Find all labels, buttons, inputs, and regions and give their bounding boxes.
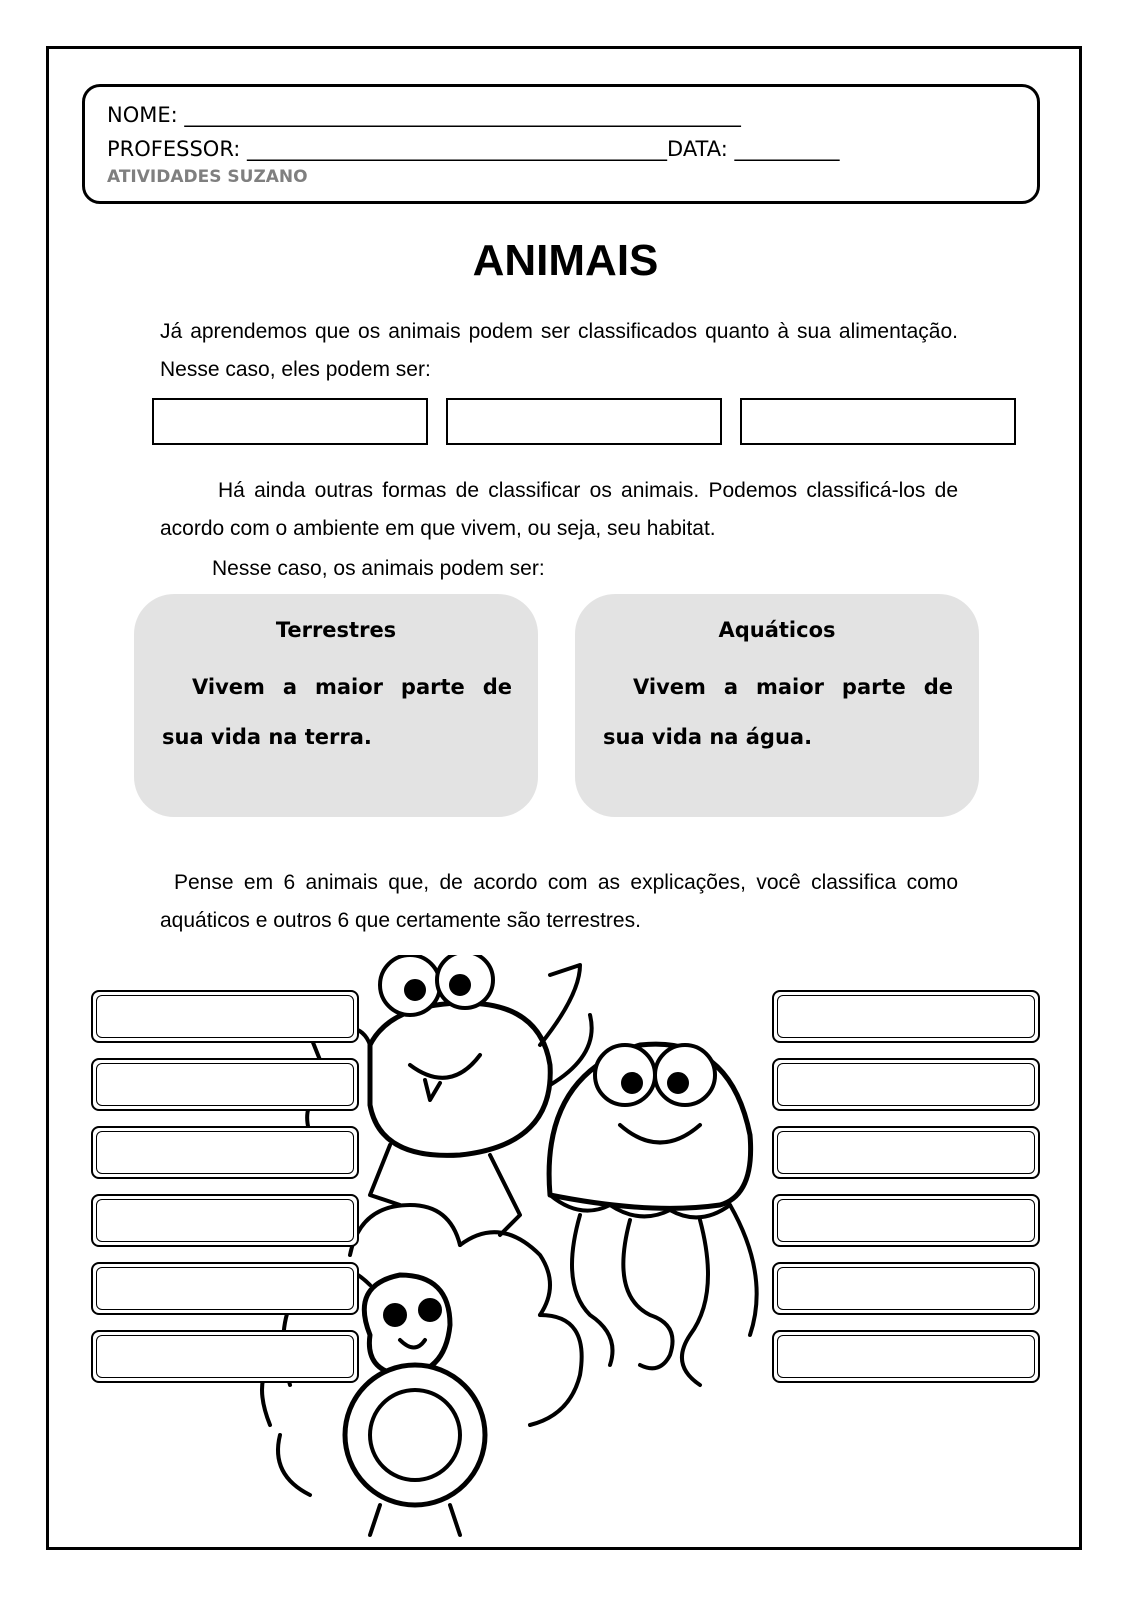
aquatic-answer-box[interactable]: [772, 990, 1040, 1043]
student-info-box: [82, 84, 1040, 204]
habitat-lead: Nesse caso, os animais podem ser:: [212, 557, 545, 580]
task-paragraph: Pense em 6 animais que, de acordo com as explicações, você classifica como aquáticos e outros 6 que certamente são terrestres.: [160, 871, 958, 932]
teacher-date-line[interactable]: PROFESSOR: ________________________________________DATA: __________: [107, 137, 840, 161]
aquatic-answer-box[interactable]: [772, 1262, 1040, 1315]
intro-paragraph: Já aprendemos que os animais podem ser classificados quanto à sua alimentação. Nesse caso, eles podem ser:: [160, 320, 958, 381]
jellyfish-icon: [549, 1044, 757, 1385]
brand-label: ATIVIDADES SUZANO: [107, 167, 308, 187]
card-text: Vivem a maior parte de sua vida na terra.: [162, 675, 512, 749]
terrestrial-answer-box[interactable]: [91, 1126, 359, 1179]
diet-answer-box-2[interactable]: [446, 398, 722, 445]
name-line[interactable]: NOME: _____________________________________________________: [107, 103, 741, 127]
diet-answer-box-1[interactable]: [152, 398, 428, 445]
diet-answer-box-3[interactable]: [740, 398, 1016, 445]
animals-illustration: [250, 955, 810, 1545]
aquatic-answer-box[interactable]: [772, 1126, 1040, 1179]
terrestrial-answer-box[interactable]: [91, 1194, 359, 1247]
card-text: Vivem a maior parte de sua vida na água.: [603, 675, 953, 749]
aquatic-answer-box[interactable]: [772, 1194, 1040, 1247]
card-terrestres: [134, 594, 538, 817]
terrestrial-answer-box[interactable]: [91, 990, 359, 1043]
aquatic-answer-box[interactable]: [772, 1330, 1040, 1383]
terrestrial-answer-box[interactable]: [91, 1330, 359, 1383]
habitat-paragraph: Há ainda outras formas de classificar os animais. Podemos classificá-los de acordo com o ambiente em que vivem, ou seja, seu habitat.: [160, 479, 958, 540]
terrestrial-answer-box[interactable]: [91, 1262, 359, 1315]
card-title: Terrestres: [275, 618, 397, 642]
card-aquaticos: [575, 594, 979, 817]
page-title: ANIMAIS: [472, 236, 659, 285]
card-title: Aquáticos: [718, 618, 836, 642]
terrestrial-answer-box[interactable]: [91, 1058, 359, 1111]
aquatic-answer-box[interactable]: [772, 1058, 1040, 1111]
